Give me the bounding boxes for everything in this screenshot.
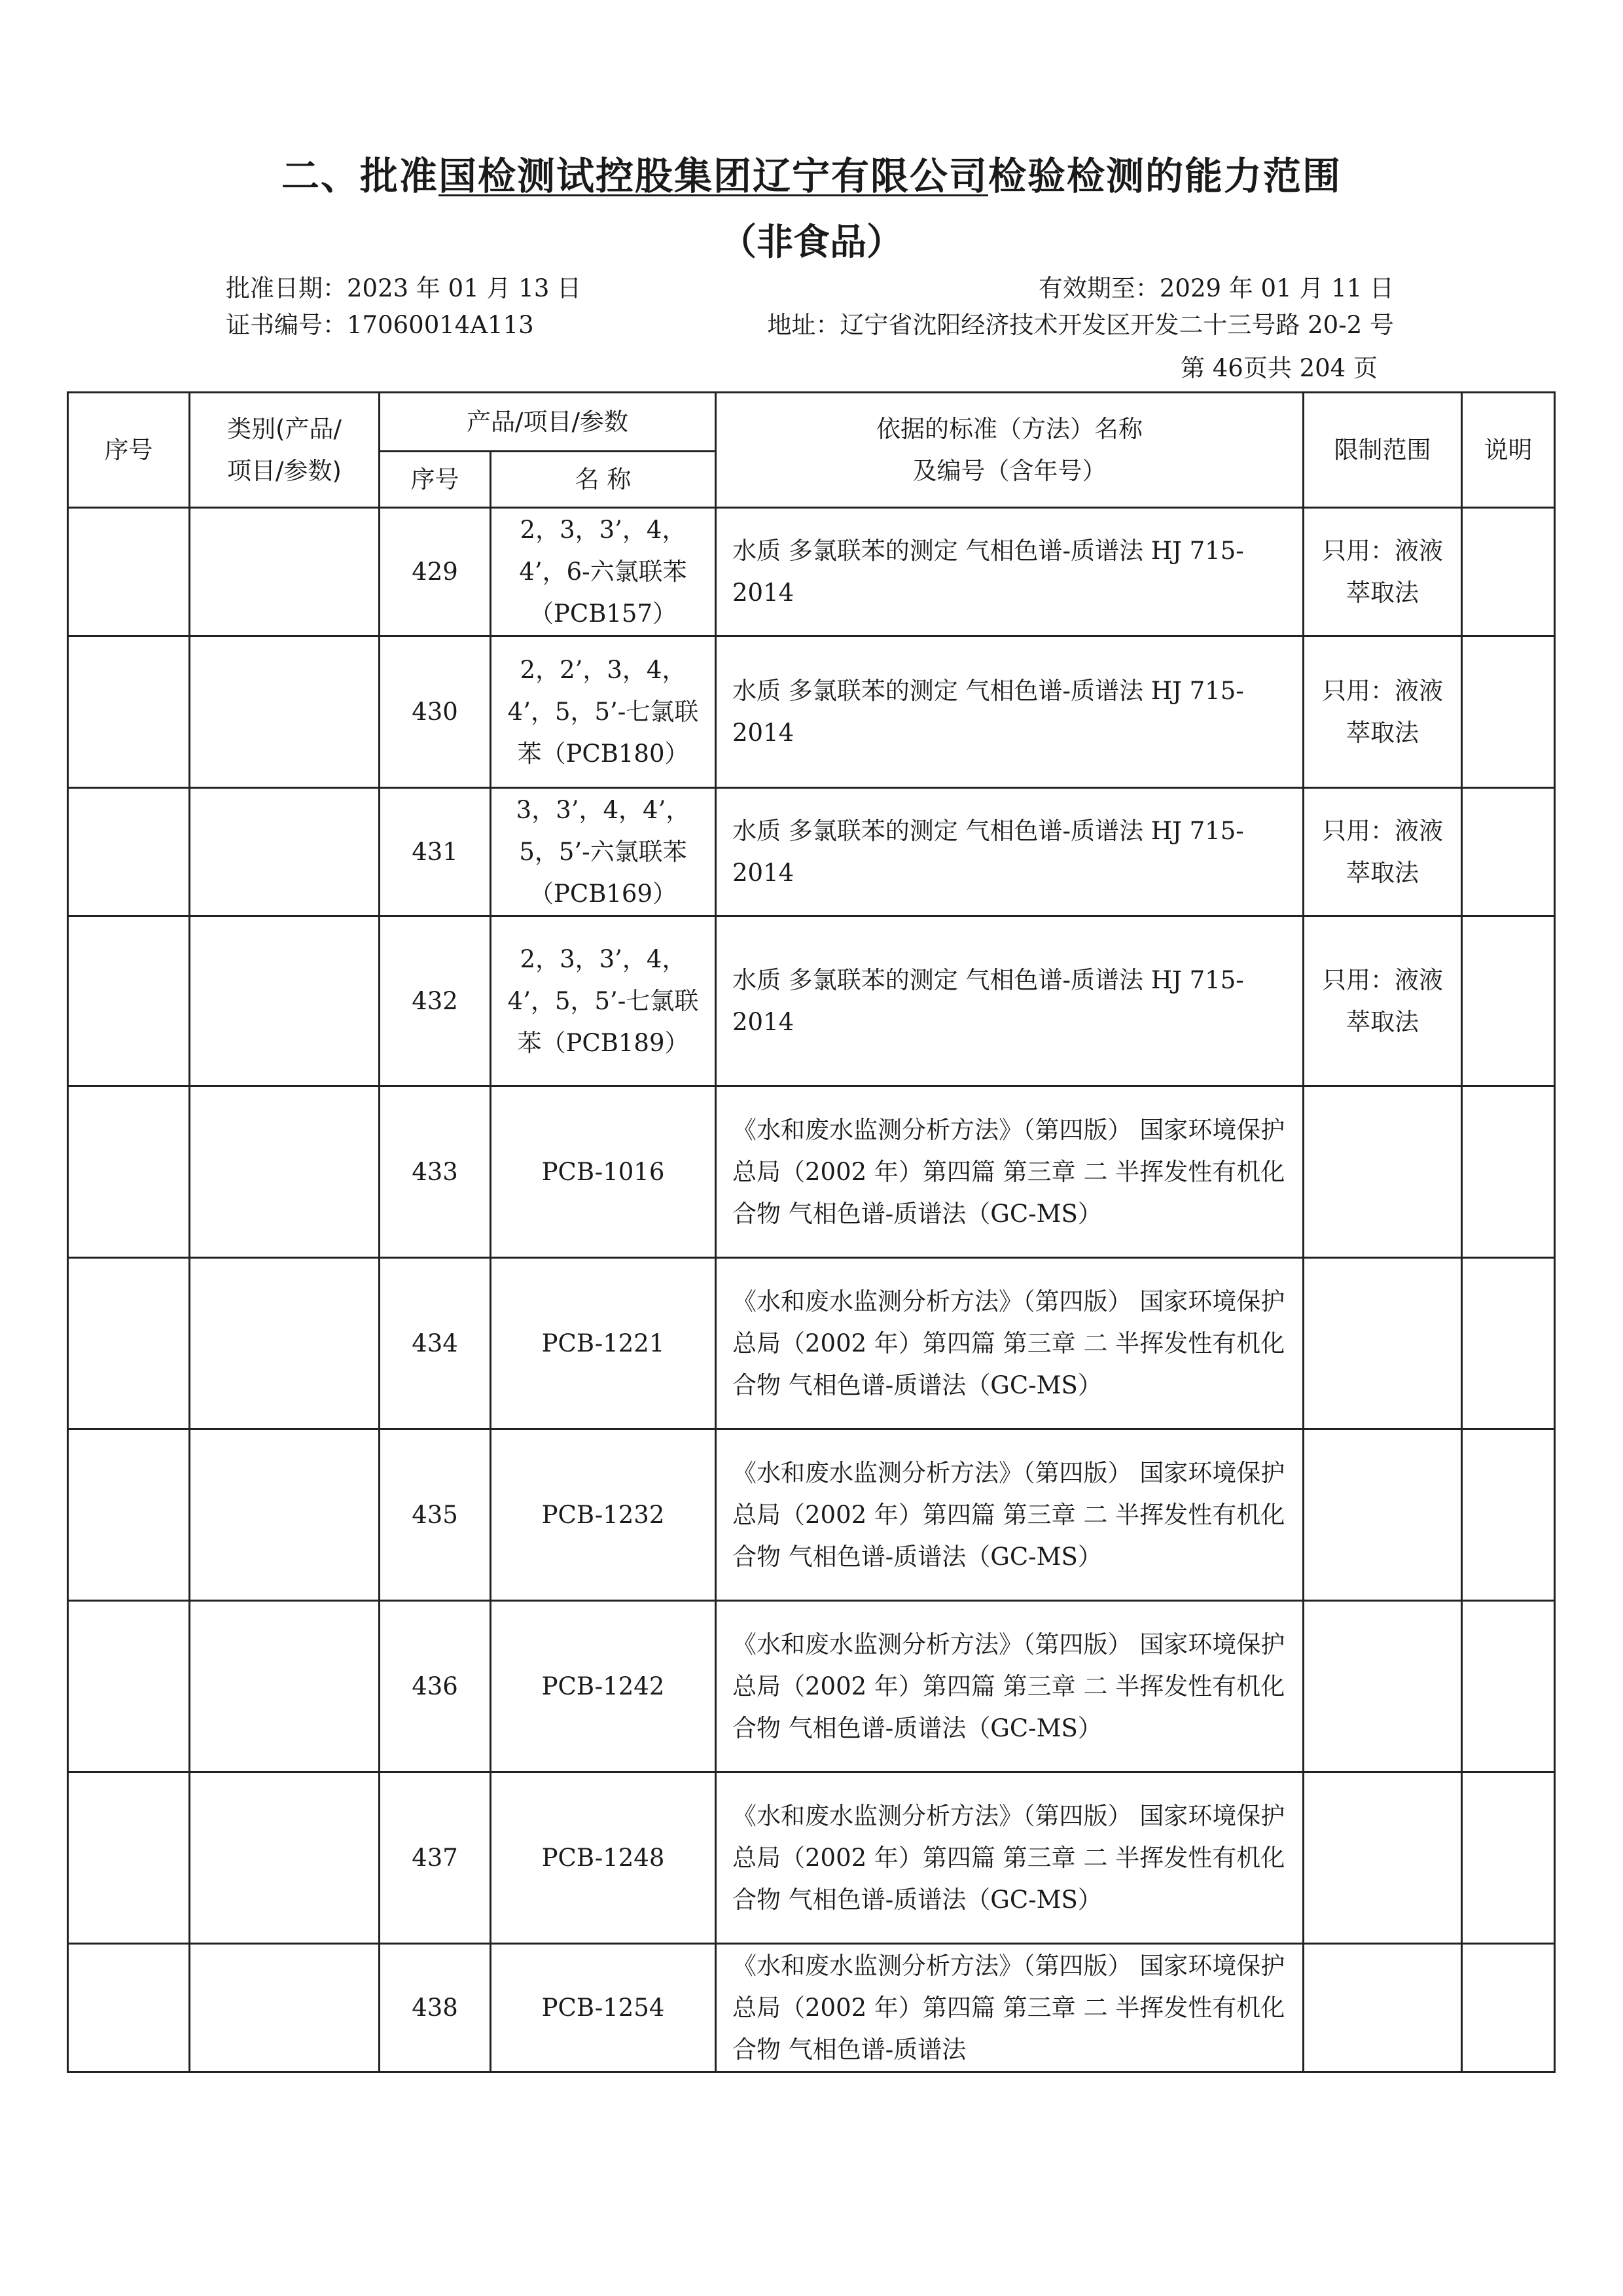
header-seq: 序号 [68,393,190,508]
row-standard: 《水和废水监测分析方法》（第四版） 国家环境保护总局（2002 年）第四篇 第三章 二 半挥发性有机化合物 气相色谱-质谱法（GC-MS） [716,1086,1304,1258]
row-category [190,636,380,788]
row-limit [1304,1601,1462,1772]
row-category [190,1086,380,1258]
row-category [190,1601,380,1772]
table-row [68,508,1555,636]
row-category [190,1944,380,2072]
table-row [68,916,1555,1086]
row-note [1462,788,1555,916]
row-item-name: PCB-1242 [491,1601,716,1772]
table-row [68,1772,1555,1944]
header-product-group: 产品/项目/参数 [380,393,716,452]
table-header-row [68,393,1555,452]
scope-table [67,391,1556,2073]
row-seq [68,508,190,636]
row-item-name: 2，2’，3，4，4’，5，5’-七氯联苯（PCB180） [491,636,716,788]
row-item-number: 429 [380,508,491,636]
row-note [1462,636,1555,788]
row-category [190,1429,380,1601]
row-limit [1304,1772,1462,1944]
address: 地址：辽宁省沈阳经济技术开发区开发二十三号路 20-2 号 [767,311,1394,339]
row-seq [68,1601,190,1772]
row-item-number: 435 [380,1429,491,1601]
table-row [68,1258,1555,1429]
row-category [190,916,380,1086]
row-note [1462,1429,1555,1601]
row-limit: 只用：液液萃取法 [1304,636,1462,788]
row-category [190,788,380,916]
certificate-number: 证书编号：17060014A113 [226,311,534,339]
row-item-number: 433 [380,1086,491,1258]
row-standard: 水质 多氯联苯的测定 气相色谱-质谱法 HJ 715-2014 [716,788,1304,916]
row-note [1462,916,1555,1086]
row-item-name: 2，3，3’，4，4’，5，5’-七氯联苯（PCB189） [491,916,716,1086]
table-row [68,1086,1555,1258]
row-category [190,1258,380,1429]
row-limit: 只用：液液萃取法 [1304,788,1462,916]
row-limit [1304,1258,1462,1429]
row-note [1462,1944,1555,2072]
row-category [190,508,380,636]
row-note [1462,1086,1555,1258]
row-standard: 《水和废水监测分析方法》（第四版） 国家环境保护总局（2002 年）第四篇 第三章 二 半挥发性有机化合物 气相色谱-质谱法（GC-MS） [716,1429,1304,1601]
table-row [68,1601,1555,1772]
row-limit: 只用：液液萃取法 [1304,508,1462,636]
row-note [1462,1601,1555,1772]
row-standard: 《水和废水监测分析方法》（第四版） 国家环境保护总局（2002 年）第四篇 第三章 二 半挥发性有机化合物 气相色谱-质谱法（GC-MS） [716,1772,1304,1944]
approval-date: 批准日期：2023 年 01 月 13 日 [226,274,582,302]
title-prefix: 二、批准 [281,154,438,198]
table-row [68,788,1555,916]
row-item-number: 437 [380,1772,491,1944]
row-seq [68,1086,190,1258]
row-seq [68,1429,190,1601]
row-item-number: 432 [380,916,491,1086]
table-row [68,1429,1555,1601]
row-note [1462,508,1555,636]
page-number: 第 46页共 204 页 [1181,354,1378,382]
row-standard: 《水和废水监测分析方法》（第四版） 国家环境保护总局（2002 年）第四篇 第三章 二 半挥发性有机化合物 气相色谱-质谱法 [716,1944,1304,2072]
header-sub-seq: 序号 [380,452,491,508]
row-item-number: 430 [380,636,491,788]
row-seq [68,1258,190,1429]
company-name: 国检测试控股集团辽宁有限公司 [438,154,988,198]
row-seq [68,788,190,916]
table-row [68,1944,1555,2072]
page-subtitle: （非食品） [720,221,903,264]
valid-until: 有效期至：2029 年 01 月 11 日 [1038,274,1394,302]
row-standard: 水质 多氯联苯的测定 气相色谱-质谱法 HJ 715-2014 [716,916,1304,1086]
page-title [0,145,1623,200]
header-standard: 依据的标准（方法）名称 及编号（含年号） [716,393,1304,508]
header-name: 名 称 [491,452,716,508]
header-limit: 限制范围 [1304,393,1462,508]
row-item-number: 436 [380,1601,491,1772]
row-item-name: 2，3，3’，4，4’，6-六氯联苯（PCB157） [491,508,716,636]
row-item-name: 3，3’，4，4’，5，5’-六氯联苯（PCB169） [491,788,716,916]
title-suffix: 检验检测的能力范围 [988,154,1342,198]
header-category: 类别(产品/项目/参数) [190,393,380,508]
header-note: 说明 [1462,393,1555,508]
row-limit [1304,1086,1462,1258]
row-item-number: 431 [380,788,491,916]
row-item-name: PCB-1248 [491,1772,716,1944]
row-item-number: 438 [380,1944,491,2072]
row-seq [68,1944,190,2072]
row-seq [68,636,190,788]
row-standard: 《水和废水监测分析方法》（第四版） 国家环境保护总局（2002 年）第四篇 第三章 二 半挥发性有机化合物 气相色谱-质谱法（GC-MS） [716,1258,1304,1429]
row-note [1462,1258,1555,1429]
row-item-name: PCB-1221 [491,1258,716,1429]
row-category [190,1772,380,1944]
row-limit [1304,1944,1462,2072]
row-note [1462,1772,1555,1944]
table-row [68,636,1555,788]
row-item-name: PCB-1016 [491,1086,716,1258]
row-standard: 水质 多氯联苯的测定 气相色谱-质谱法 HJ 715-2014 [716,508,1304,636]
row-standard: 《水和废水监测分析方法》（第四版） 国家环境保护总局（2002 年）第四篇 第三章 二 半挥发性有机化合物 气相色谱-质谱法（GC-MS） [716,1601,1304,1772]
row-seq [68,916,190,1086]
row-standard: 水质 多氯联苯的测定 气相色谱-质谱法 HJ 715-2014 [716,636,1304,788]
row-seq [68,1772,190,1944]
row-item-name: PCB-1254 [491,1944,716,2072]
row-limit [1304,1429,1462,1601]
row-item-number: 434 [380,1258,491,1429]
row-limit: 只用：液液萃取法 [1304,916,1462,1086]
row-item-name: PCB-1232 [491,1429,716,1601]
